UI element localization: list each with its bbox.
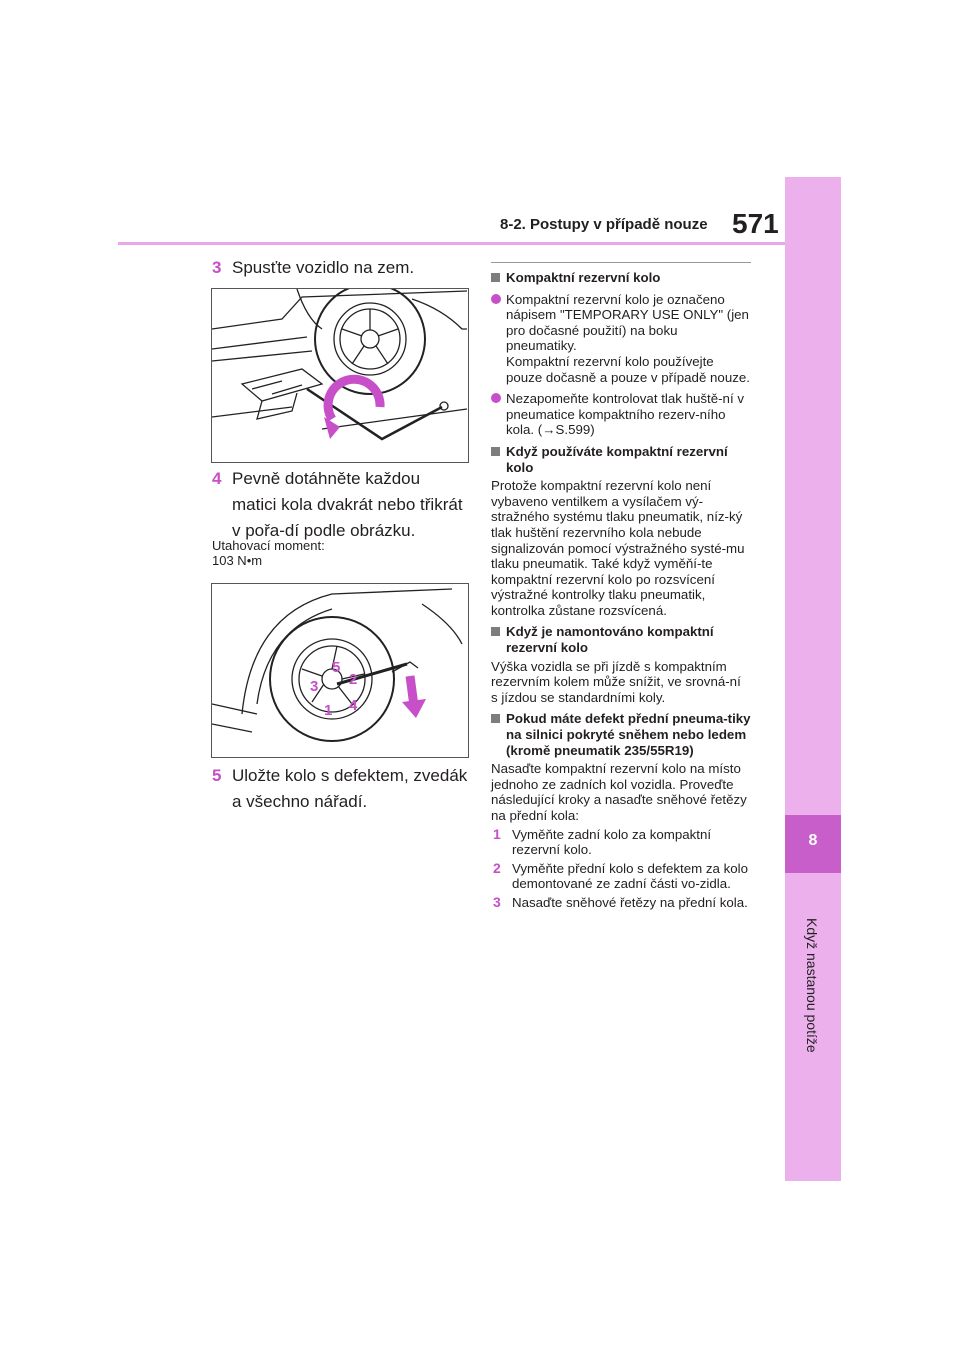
chapter-title: Když nastanou potíže [804,918,820,1053]
torque-label: Utahovací moment: [212,538,325,553]
torque-value: 103 N•m [212,553,263,568]
lowering-vehicle-illustration [211,288,469,463]
square-bullet-icon [491,447,500,456]
bullet-item: Nezapomeňte kontrolovat tlak huště-ní v pneumatice kompaktního rezerv-ního kola. (→S.599) [491,391,751,438]
numbered-item: 2 Vyměňte přední kolo s defektem za kolo demontované ze zadní části vo-zidla. [493,859,749,892]
nut-order-label: 2 [349,671,358,688]
header-rule [118,242,785,245]
nut-tightening-order-illustration [211,583,469,758]
note-paragraph: Výška vozidla se při jízdě s kompaktním rezervním kolem může snížit, ve srovná-ní s jízdou se standardními koly. [491,658,741,705]
step-5 [212,763,468,815]
step-text: Pevně dotáhněte každou matici kola dvakrát nebo třikrát v pořa-dí podle obrázku. [232,469,463,540]
note-paragraph: Protože kompaktní rezervní kolo není vybaveno ventilkem a vysílačem vý-stražného systému tlaku pneumatik, níz-ký tlak huštění rezervního kola nebude signalizován pomocí výstražného systé-mu tlaku pneumatik. Také když vyměňí-te kompaktní rezervní kolo po rozsvícení výstražné kontrolky tlaku pneumatik, kontrolka zůstane rozsvícená. [491,478,745,618]
square-bullet-icon [491,273,500,282]
step-4 [212,466,468,544]
jack-wheel-drawing [212,289,468,462]
step-3 [212,255,468,281]
page-number: 571 [732,208,779,239]
note-paragraph: Nasaďte kompaktní rezervní kolo na místo jednoho ze zadních kol vozidla. Proveďte následující kroky a nasaďte sněhové řetězy na přední kola: [491,761,747,823]
step-number: 3 [212,258,222,277]
note-heading: Kompaktní rezervní kolo [491,270,751,286]
nut-order-label: 1 [324,702,333,719]
step-number: 4 [212,469,222,488]
notes-column [491,262,751,911]
note-heading: Když používáte kompaktní rezervní kolo [491,444,751,475]
numbered-item: 1 Vyměňte zadní kolo za kompaktní rezervní kolo. [493,825,712,858]
nut-order-label: 3 [310,678,319,695]
round-bullet-icon [491,294,501,304]
tightening-drawing [212,584,468,757]
note-heading: Pokud máte defekt přední pneuma-tiky na silnici pokryté sněhem nebo ledem (kromě pneumatik 235/55R19) [491,711,751,758]
torque-spec [212,538,325,568]
nut-order-label: 5 [332,659,341,676]
round-bullet-icon [491,393,501,403]
nut-order-label: 4 [349,697,358,714]
square-bullet-icon [491,714,500,723]
step-text: Spusťte vozidlo na zem. [232,258,415,277]
step-text: Uložte kolo s defektem, zvedák a všechno nářadí. [232,766,468,811]
column-rule [491,262,751,263]
bullet-item: Kompaktní rezervní kolo je označeno nápisem "TEMPORARY USE ONLY" (jen pro dočasné použití) na boku pneumatiky. Kompaktní rezervní kolo používejte pouze dočasně a pouze v případě nouze. [491,292,751,386]
chapter-number: 8 [808,832,818,849]
step-number: 5 [212,766,222,785]
square-bullet-icon [491,627,500,636]
numbered-item: 3 Nasaďte sněhové řetězy na přední kola. [493,893,748,910]
note-heading: Když je namontováno kompaktní rezervní kolo [491,624,751,655]
section-title: 8-2. Postupy v případě nouze [500,216,708,233]
